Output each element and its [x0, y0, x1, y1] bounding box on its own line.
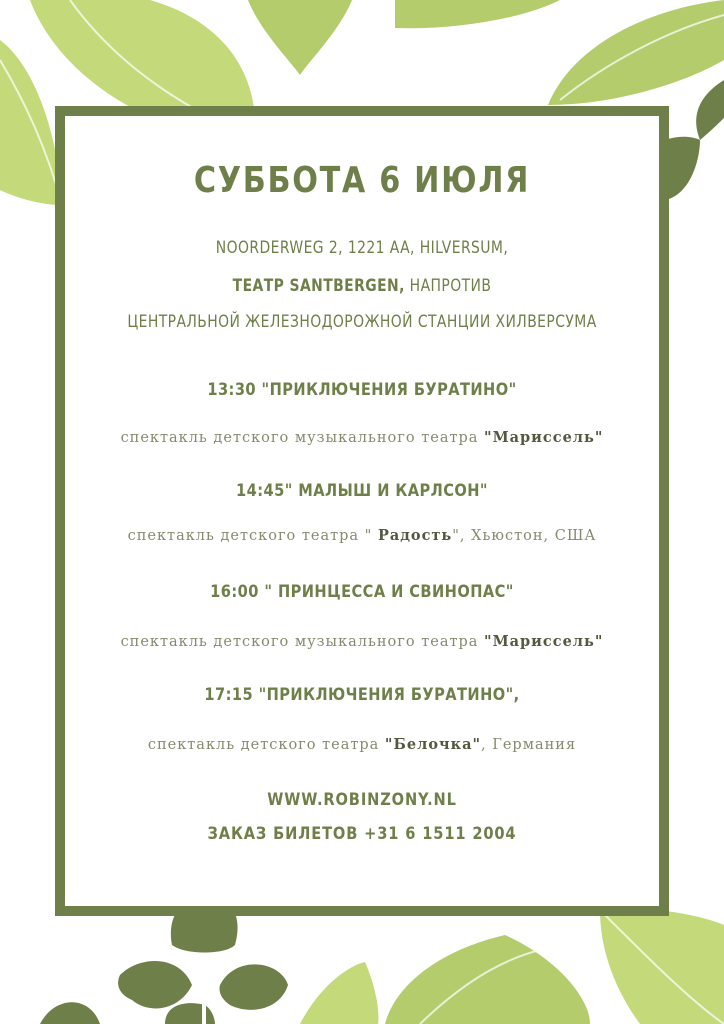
- tickets-phone: ЗАКАЗ БИЛЕТОВ +31 6 1511 2004: [207, 824, 517, 844]
- show-title: 14:45" МАЛЫШ И КАРЛСОН": [236, 481, 488, 501]
- show-description: [0, 633, 724, 650]
- address-line-2: [65, 276, 659, 296]
- theatre-name: Радость: [377, 527, 453, 544]
- address-line-2-rest: НАПРОТИВ: [404, 276, 492, 296]
- website-link[interactable]: WWW.ROBINZONY.NL: [267, 790, 457, 810]
- theatre-name: "Мариссель": [484, 633, 604, 650]
- page-title: СУББОТА 6 ИЮЛЯ: [193, 160, 531, 201]
- show-title: 16:00 " ПРИНЦЕССА И СВИНОПАС": [210, 582, 514, 602]
- show-title: 13:30 "ПРИКЛЮЧЕНИЯ БУРАТИНО": [207, 380, 517, 400]
- show-desc-after: , Германия: [481, 737, 577, 753]
- venue-name: ТЕАТР SANTBERGEN,: [232, 276, 405, 296]
- show-title: 17:15 "ПРИКЛЮЧЕНИЯ БУРАТИНО",: [204, 685, 520, 705]
- show-desc-text: спектакль детского музыкального театра: [120, 430, 485, 446]
- show-description: [0, 527, 724, 544]
- show-desc-text: спектакль детского музыкального театра: [120, 634, 485, 650]
- theatre-name: "Белочка": [384, 736, 482, 753]
- address-line-1: NOORDERWEG 2, 1221 AA, HILVERSUM,: [215, 238, 509, 258]
- show-desc-text: спектакль детского театра: [147, 737, 385, 753]
- show-desc-text: спектакль детского театра ": [127, 528, 378, 544]
- theatre-name: "Мариссель": [484, 429, 604, 446]
- show-desc-after: ", Хьюстон, США: [452, 528, 597, 544]
- address-line-3: ЦЕНТРАЛЬНОЙ ЖЕЛЕЗНОДОРОЖНОЙ СТАНЦИИ ХИЛВЕРСУМА: [127, 312, 597, 332]
- show-description: [0, 736, 724, 753]
- show-description: [0, 429, 724, 446]
